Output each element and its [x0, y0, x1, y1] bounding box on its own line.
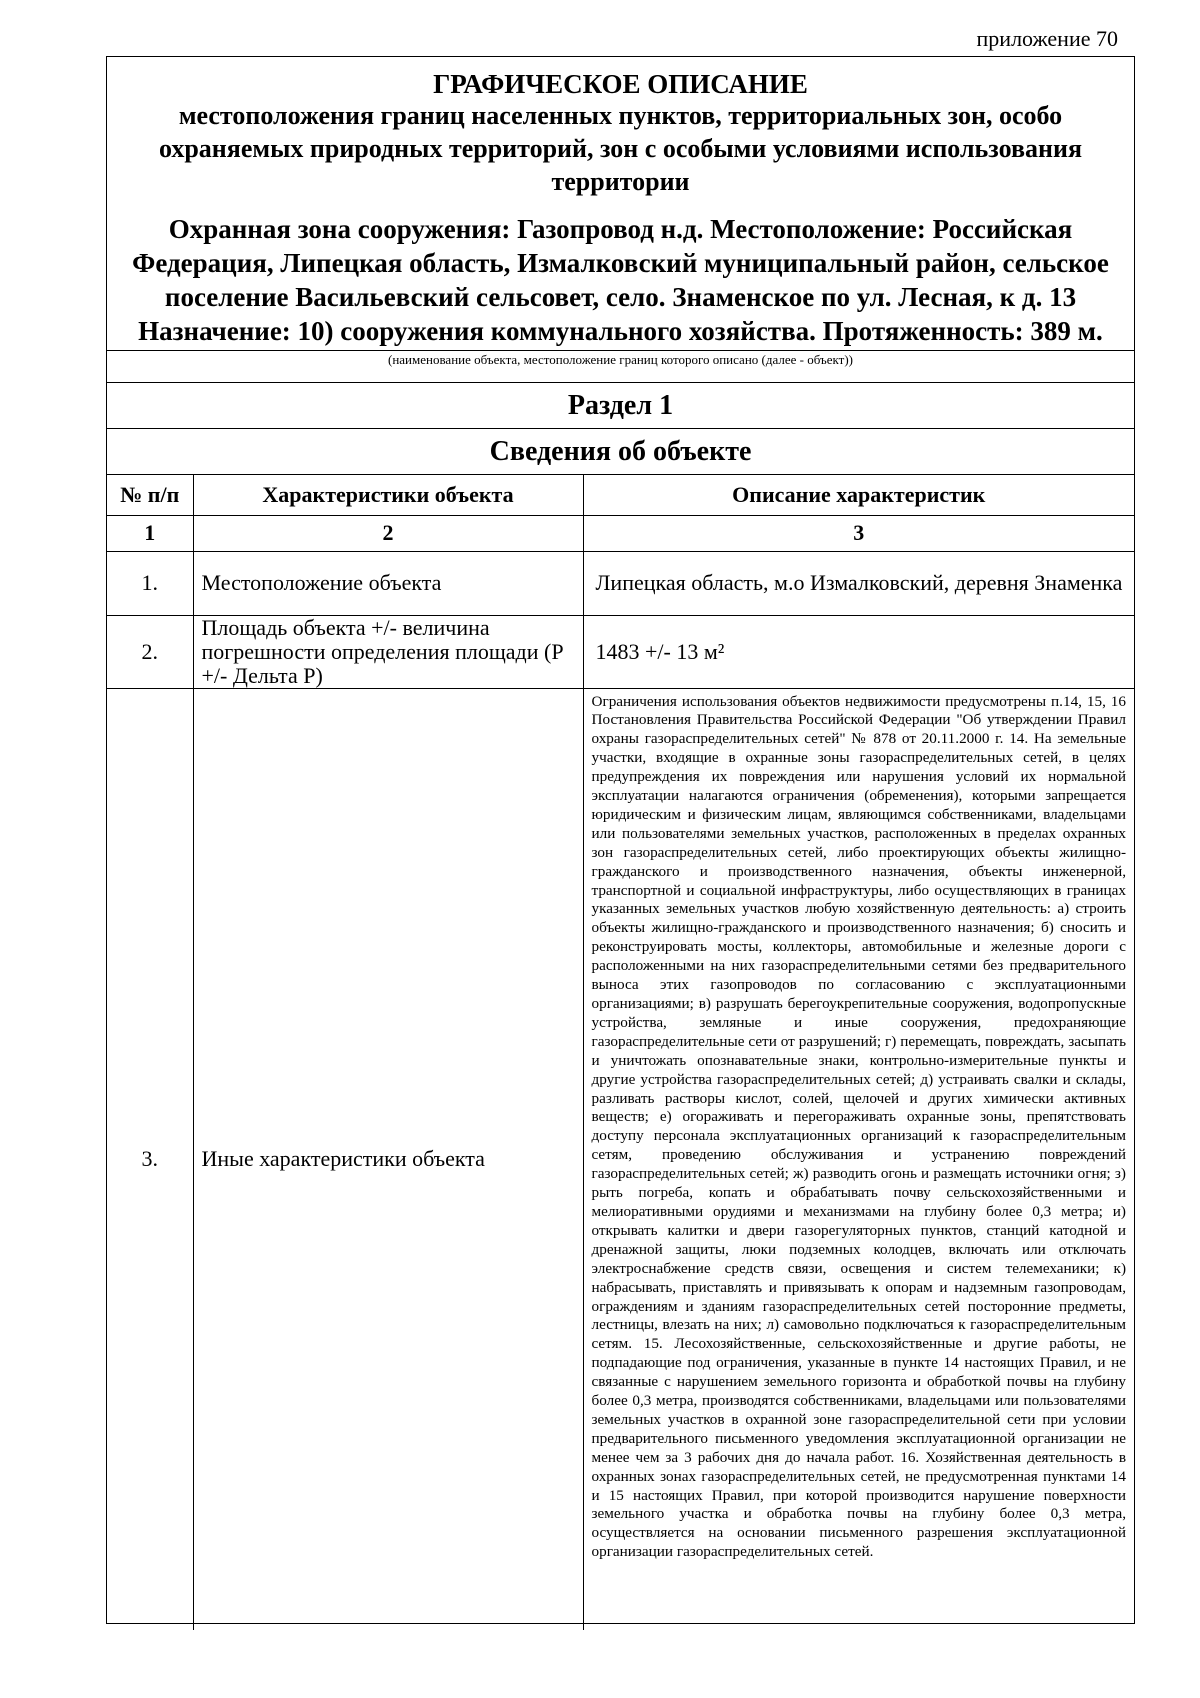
table-row: [107, 551, 1134, 615]
row-description: Липецкая область, м.о Измалковский, деревня Знаменка: [583, 551, 1134, 615]
row-characteristic: Местоположение объекта: [193, 551, 583, 615]
document-header: [107, 69, 1134, 351]
object-caption: (наименование объекта, местоположение границ которого описано (далее - объект)): [107, 351, 1134, 383]
column-header: Характеристики объекта: [193, 475, 583, 515]
column-number: 1: [107, 515, 193, 551]
document-title: ГРАФИЧЕСКОЕ ОПИСАНИЕ: [433, 69, 808, 99]
row-characteristic: Площадь объекта +/- величина погрешности определения площади (Р +/- Дельта Р): [193, 615, 583, 688]
table-header-row: [107, 475, 1134, 515]
table-row: [107, 615, 1134, 688]
section-title: Раздел 1: [107, 383, 1134, 429]
object-location: Охранная зона сооружения: Газопровод н.д. Местоположение: Российская Федерация, Липецкая область, Измалковский муниципальный район, сельское поселение Васильевский сельсовет, село. Знаменское по ул. Лесная, к д. 13: [132, 214, 1109, 312]
row-number: 2.: [107, 615, 193, 688]
object-purpose: Назначение: 10) сооружения коммунального хозяйства. Протяженность: 389 м.: [138, 316, 1103, 346]
appendix-label: приложение 70: [976, 26, 1118, 51]
row-description: Ограничения использования объектов недвижимости предусмотрены п.14, 15, 16 Постановления Правительства Российской Федерации "Об утверждении Правил охраны газораспределительных сетей" № 878 от 20.11.2000 г. 14. На земельные участки, входящие в охранные зоны газораспределительных сетей, в целях предупреждения их повреждения или нарушения условий их нормальной эксплуатации налагаются ограничения (обременения), которыми запрещается юридическим и физическим лицам, являющимся собственниками, владельцами или пользователями земельных участков, расположенных в пределах охранных зон газораспределительных сетей, либо проектирующих объекты жилищно-гражданского и производственного назначения, объекты инженерной, транспортной и социальной инфраструктуры, либо осуществляющих в границах указанных земельных участков любую хозяйственную деятельность: а) строить объекты жилищно-гражданского и производственного назначения; б) сносить и реконструировать мосты, коллекторы, автомобильные и железные дороги с расположенными на них газораспределительными сетями без предварительного выноса этих газопроводов по согласованию с эксплуатационными организациями; в) разрушать берегоукрепительные сооружения, водопропускные устройства, земляные и иные сооружения, предохраняющие газораспределительные сети от разрушений; г) перемещать, повреждать, засыпать и уничтожать опознавательные знаки, контрольно-измерительные пункты и другие устройства газораспределительных сетей; д) устраивать свалки и склады, разливать растворы кислот, солей, щелочей и других химически активных веществ; е) огораживать и перегораживать охранные зоны, препятствовать доступу персонала эксплуатационных организаций к газораспределительным сетям, проведению обслуживания и устранению повреждений газораспределительных сетей; ж) разводить огонь и размещать источники огня; з) рыть погреба, копать и обрабатывать почву сельскохозяйственными и мелиоративными орудиями и механизмами на глубину более 0,3 метра; и) открывать калитки и двери газорегуляторных пунктов, станций катодной и дренажной защиты, люки подземных колодцев, включать или отключать электроснабжение средств связи, освещения и систем телемеханики; к) набрасывать, приставлять и привязывать к опорам и надземным газопроводам, ограждениям и зданиям газораспределительных сетей посторонние предметы, лестницы, влезать на них; л) самовольно подключаться к газораспределительным сетям. 15. Лесохозяйственные, сельскохозяйственные и другие работы, не подпадающие под ограничения, указанные в пункте 14 настоящих Правил, и не связанные с нарушением земельного горизонта и обработкой почвы на глубину более 0,3 метра, производятся собственниками, владельцами или пользователями земельных участков в охранной зоне газораспределительной сети при условии предварительного письменного уведомления эксплуатационной организации не менее чем за 3 рабочих дня до начала работ. 16. Хозяйственная деятельность в охранных зонах газораспределительных сетей, не предусмотренная пунктами 14 и 15 настоящих Правил, при которой производится нарушение поверхности земельного участка и обработка почвы на глубину более 0,3 метра, осуществляется на основании письменного разрешения эксплуатационной организации газораспределительных сетей.: [591, 692, 1126, 1561]
column-number: 3: [583, 515, 1134, 551]
column-number-row: [107, 515, 1134, 551]
column-header: Описание характеристик: [583, 475, 1134, 515]
section-subtitle: Сведения об объекте: [107, 429, 1134, 475]
object-description: [107, 212, 1134, 348]
object-info-table: [107, 475, 1134, 1630]
column-header: № п/п: [107, 475, 193, 515]
document-subtitle: местоположения границ населенных пунктов, территориальных зон, особо охраняемых природных территорий, зон с особыми условиями использования территории: [158, 101, 1083, 196]
row-description-cell: [583, 688, 1134, 1630]
row-number: 3.: [107, 688, 193, 1630]
row-description: 1483 +/- 13 м²: [583, 615, 1134, 688]
row-number: 1.: [107, 551, 193, 615]
table-row: [107, 688, 1134, 1630]
document-frame: [106, 56, 1135, 1624]
column-number: 2: [193, 515, 583, 551]
row-characteristic: Иные характеристики объекта: [193, 688, 583, 1630]
